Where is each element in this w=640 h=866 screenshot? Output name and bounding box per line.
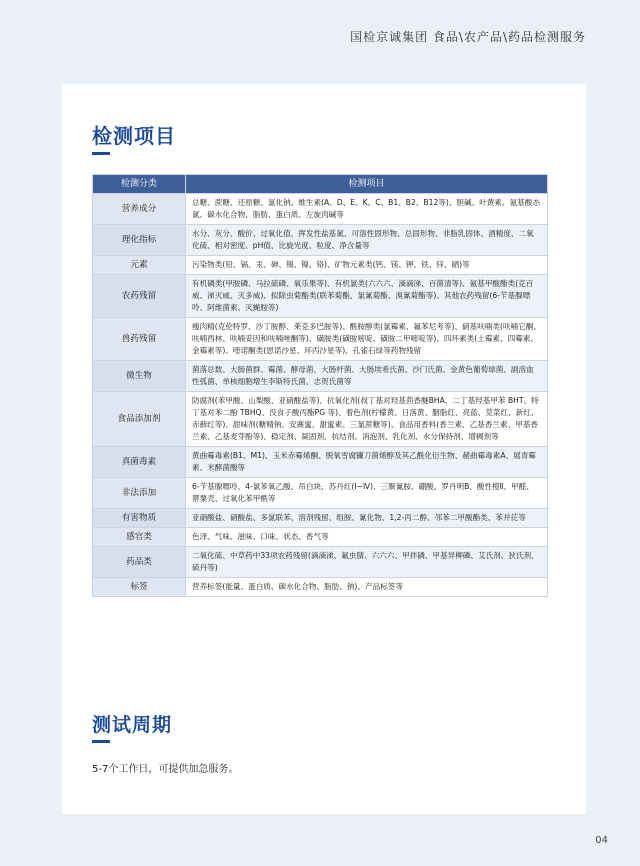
- title-underline: [92, 152, 110, 155]
- table-row: [93, 275, 548, 318]
- row-category: 标签: [93, 578, 186, 597]
- title-underline: [92, 740, 110, 743]
- row-items: 有机磷类(甲胺磷、马拉硫磷、氧乐果等)、有机氯类(六六六、滴滴涕、百菌清等)、氨基甲酸酯类(克百威、涕灭威、灭多威)、拟除虫菊酯类(联苯菊酯、氯氰菊酯、溴氰菊酯等)、其他农药残留(6-苄基腺嘌呤、阿维菌素、灭蝇胺等): [186, 275, 548, 318]
- table-row: [93, 547, 548, 578]
- section-title-test-period: 测试周期: [92, 714, 173, 736]
- section-title-test-items: 检测项目: [92, 124, 176, 148]
- row-items: 色泽、气味、滋味、口味、状态、香气等: [186, 528, 548, 547]
- table-header-row: [93, 175, 548, 194]
- table-row: [93, 256, 548, 275]
- row-items: 菌落总数、大肠菌群、霉菌、酵母菌、大肠杆菌、大肠埃希氏菌、沙门氏菌、金黄色葡萄球菌、副溶血性弧菌、单核细胞增生李斯特氏菌、志贺氏菌等: [186, 361, 548, 392]
- table-row: [93, 509, 548, 528]
- row-items: 防腐剂(苯甲酸、山梨酸、亚硝酸盐等)、抗氧化剂(叔丁基对羟基茴香醚BHA、二丁基羟基甲苯 BHT、特丁基对苯二酚 TBHQ、没食子酸丙酯PG 等)、着色剂(柠檬黄、日落黄、胭脂红、亮蓝、苋菜红、新红、赤藓红等)、甜味剂(糖精钠、安赛蜜、甜蜜素、三氯蔗糖等)、食品用香料(香兰素、乙基香兰素、甲基香兰素、乙基麦芽酚等)、稳定剂、凝固剂、抗结剂、消泡剂、乳化剂、水分保持剂、增稠剂等: [186, 392, 548, 447]
- row-category: 感官类: [93, 528, 186, 547]
- test-period-text: 5-7个工作日，可提供加急服务。: [92, 764, 239, 775]
- page-number: 04: [595, 835, 608, 846]
- row-items: 瘦肉精(克伦特罗、沙丁胺醇、莱克多巴胺等)、酰胺醇类(氯霉素、氟苯尼考等)、硝基呋喃类(呋喃它酮、呋喃西林、呋喃妥因和呋喃唑酮等)、磺胺类(磺胺嘧啶、磺胺二甲嘧啶等)、四环素类(土霉素、四霉素、金霉素等)、喹诺酮类(恩诺沙星、环丙沙星等)、孔雀石绿等药物残留: [186, 318, 548, 361]
- row-category: 真菌毒素: [93, 447, 186, 478]
- row-items: 总糖、蔗糖、还原糖、氯化钠、维生素(A、D、E、K、C、B1、B2、B12等)、胆碱、叶黄素、氨基酸态氮、碳水化合物、脂肪、蛋白质、左旋肉碱等: [186, 194, 548, 225]
- table-row: [93, 528, 548, 547]
- row-category: 理化指标: [93, 225, 186, 256]
- test-items-table: [92, 174, 548, 597]
- table-row: [93, 225, 548, 256]
- table-row: [93, 361, 548, 392]
- table-row: [93, 318, 548, 361]
- row-category: 营养成分: [93, 194, 186, 225]
- table-row: [93, 392, 548, 447]
- row-items: 6-苄基腺嘌呤、4-氯苯氧乙酸、吊白块、苏丹红(Ⅰ~Ⅳ)、三聚氰胺、硼酸、罗丹明B、酸性橙Ⅱ、甲醛、罂粟壳、过氧化苯甲酰等: [186, 478, 548, 509]
- table-row: [93, 478, 548, 509]
- row-items: 水分、灰分、酸价、过氧化值、挥发性盐基氮、可溶性固形物、总固形物、非脂乳固体、酒精度、二氧化硫、相对密度、pH值、比旋光度、粒度、净含量等: [186, 225, 548, 256]
- table-row: [93, 447, 548, 478]
- column-header-items: 检测项目: [186, 175, 548, 194]
- row-items: 污染物类(铅、镉、汞、砷、锡、镍、铬)、矿物元素类(钙、镁、钾、铁、锌、硒)等: [186, 256, 548, 275]
- row-items: 二氧化硫、中草药中33项农药残留(滴滴涕、氟虫腈、六六六、甲拌磷、甲基异柳磷、艾氏剂、狄氏剂、硫丹等): [186, 547, 548, 578]
- row-category: 非法添加: [93, 478, 186, 509]
- column-header-category: 检测分类: [93, 175, 186, 194]
- row-category: 有害物质: [93, 509, 186, 528]
- content-card: [62, 84, 586, 814]
- table-row: [93, 194, 548, 225]
- row-items: 黄曲霉毒素(B1、M1)、玉米赤霉烯酮、脱氧雪腐镰刀菌烯醇及其乙酰化衍生物、赭曲霉毒素A、展青霉素、米酵菌酸等: [186, 447, 548, 478]
- row-items: 营养标签(能量、蛋白质、碳水化合物、脂肪、钠)、产品标签等: [186, 578, 548, 597]
- row-category: 元素: [93, 256, 186, 275]
- row-category: 药品类: [93, 547, 186, 578]
- table-row: [93, 578, 548, 597]
- row-items: 亚硝酸盐、硝酸盐、多氯联苯、溶剂残留、组胺、氰化物、1,2-丙二醇、邻苯二甲酸酯类、苯并芘等: [186, 509, 548, 528]
- row-category: 农药残留: [93, 275, 186, 318]
- row-category: 食品添加剂: [93, 392, 186, 447]
- row-category: 微生物: [93, 361, 186, 392]
- row-category: 兽药残留: [93, 318, 186, 361]
- page-header: 国检京诚集团 食品\农产品\药品检测服务: [350, 30, 586, 44]
